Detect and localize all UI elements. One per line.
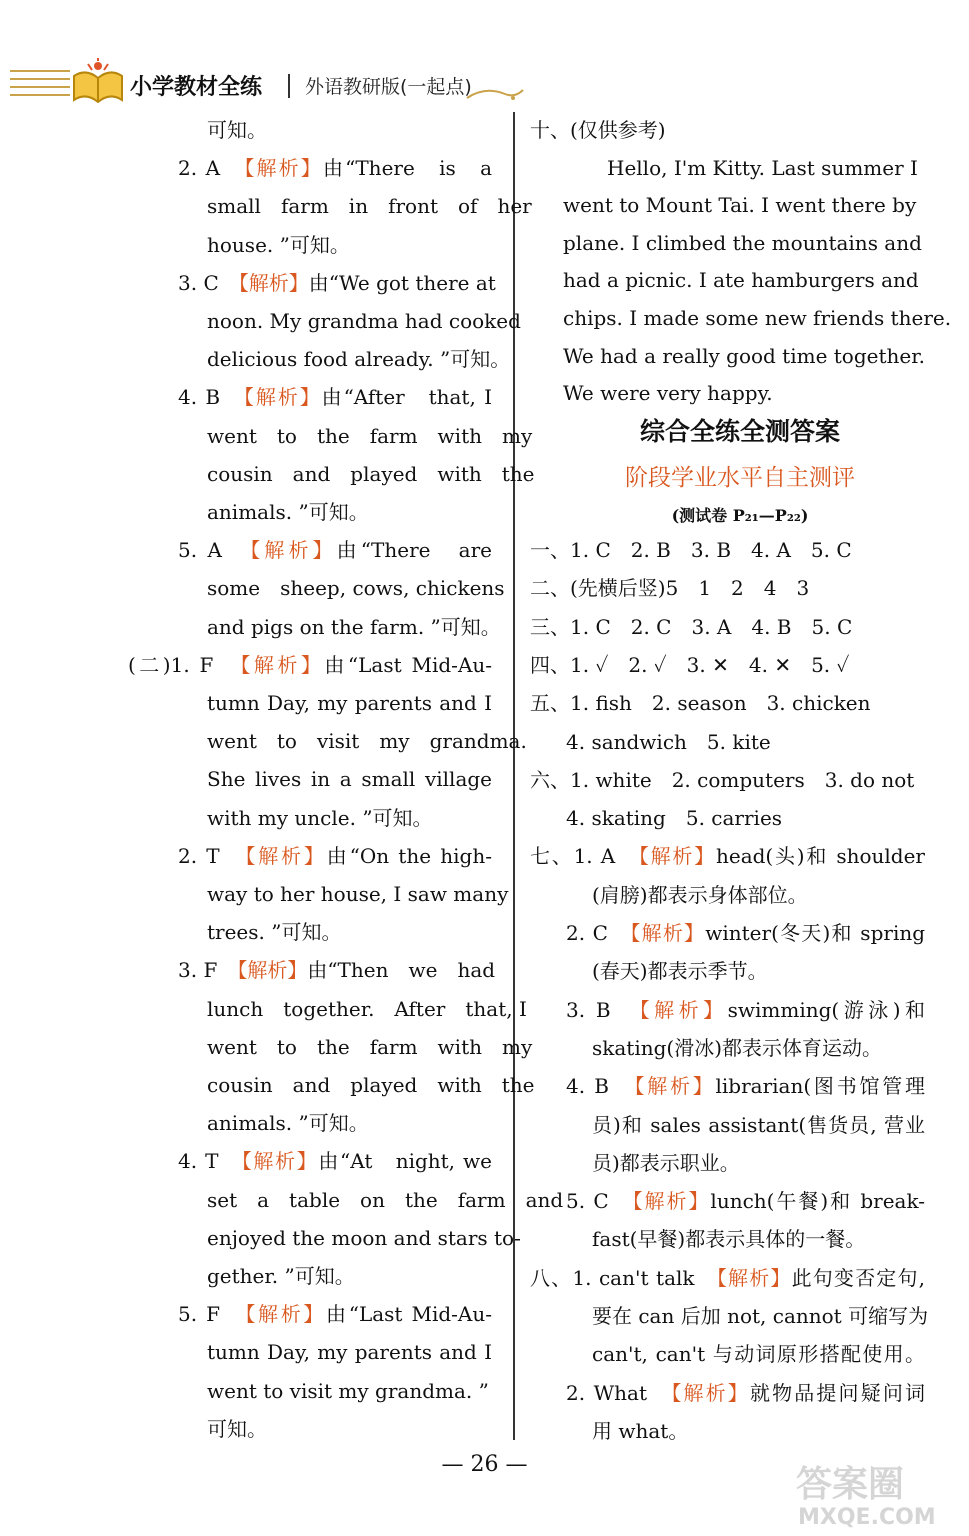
swoosh-decoration [465, 84, 525, 104]
text-line-content [566, 1182, 925, 1220]
text-segment: animals. ”可知。 [207, 500, 369, 524]
text-line-content [207, 806, 433, 830]
text-segment: way to her house, I saw many [207, 882, 509, 906]
analysis-tag: 【解析】 [244, 156, 323, 181]
text-line-content [207, 684, 492, 722]
text-segment: 4. skating 5. carries [566, 806, 783, 831]
text-line [207, 1333, 492, 1371]
text-segment: 八、1. can't talk [530, 1265, 717, 1290]
text-line-content [566, 991, 925, 1029]
text-line [592, 1412, 688, 1450]
text-segment: 就物品提问疑问词 [749, 1380, 926, 1405]
text-line [563, 299, 952, 337]
text-line-content [563, 381, 773, 405]
text-segment: 十、(仅供参考) [530, 118, 666, 142]
svg-text:MXQE.COM: MXQE.COM [798, 1505, 936, 1530]
text-segment: 一、1. C 2. B 3. B 4. A 5. C [530, 538, 852, 562]
text-line-content [207, 1333, 492, 1371]
text-line-content [207, 233, 350, 257]
text-segment: went to the farm with my [207, 423, 533, 448]
text-segment: 3. C [178, 270, 239, 295]
text-line-content [207, 302, 521, 340]
text-segment: 由“We got there at [308, 270, 496, 295]
text-line [207, 493, 369, 531]
text-segment: animals. ”可知。 [207, 1111, 369, 1136]
header-rule [10, 78, 70, 80]
text-line-content [592, 1227, 865, 1251]
header-rule [10, 86, 70, 88]
text-line [592, 1297, 929, 1335]
text-line [207, 302, 521, 340]
text-line-content [563, 224, 922, 262]
text-line [530, 761, 914, 799]
analysis-tag: 【解析】 [634, 1074, 716, 1099]
series-title: 小学教材全练 [130, 75, 263, 100]
text-line [207, 340, 510, 378]
text-line [563, 261, 919, 299]
edition-label: 外语教研版(一起点) [305, 76, 472, 98]
text-line [178, 378, 492, 416]
header-separator [288, 74, 290, 98]
text-line-content [178, 531, 492, 569]
text-line [592, 1106, 925, 1144]
svg-text:答案圈: 答案圈 [796, 1464, 905, 1505]
text-line [178, 149, 492, 187]
text-line-content [178, 149, 492, 187]
text-segment: lunch(午餐)和 break- [710, 1189, 925, 1214]
text-line [566, 1182, 925, 1220]
text-line [207, 187, 532, 225]
header-rule [10, 70, 70, 72]
text-segment: 五、1. fish 2. season 3. chicken [530, 691, 871, 716]
analysis-tag: 【解析】 [639, 997, 728, 1022]
text-line-content [207, 187, 532, 225]
text-line-content [530, 653, 849, 677]
text-line-content [207, 1379, 489, 1403]
text-line-content [530, 691, 871, 715]
text-line-content [592, 1419, 688, 1443]
text-segment: plane. I climbed the mountains and [563, 230, 922, 255]
text-segment: tumn Day, my parents and I [207, 691, 492, 715]
text-segment: 由“At night, we [318, 1149, 493, 1174]
text-segment: 3. F [178, 958, 238, 983]
text-line [207, 760, 492, 798]
text-line-content [207, 347, 510, 371]
text-line [207, 799, 433, 837]
text-line-content [607, 149, 918, 187]
text-segment: 由“There are [336, 538, 493, 563]
text-line [207, 1181, 564, 1219]
text-line [566, 1067, 925, 1105]
text-line-content [207, 920, 341, 944]
text-line [178, 837, 492, 875]
text-line-content [207, 615, 501, 639]
text-segment: 七、1. A [530, 844, 639, 869]
text-line [530, 1259, 925, 1297]
text-segment: 由“Last Mid-Au- [324, 652, 493, 677]
text-segment: went to the farm with my [207, 1034, 533, 1059]
text-line [207, 875, 509, 913]
text-line-content [207, 722, 527, 760]
text-line [592, 1029, 882, 1067]
text-line-content [207, 118, 267, 142]
text-segment: 5. C [566, 1189, 633, 1214]
text-segment: 六、1. white 2. computers 3. do not [530, 767, 915, 792]
analysis-tag: 【解析】 [250, 538, 337, 563]
text-line-content [566, 806, 782, 830]
text-line [207, 608, 501, 646]
text-line [207, 1066, 535, 1104]
text-line [530, 531, 852, 569]
text-line-content [592, 883, 808, 907]
text-line [563, 337, 925, 375]
text-segment: 2. C [566, 921, 631, 945]
text-line [607, 149, 918, 187]
text-line [530, 646, 849, 684]
text-line-content [207, 569, 505, 607]
text-line-content [592, 1151, 740, 1175]
text-line [207, 913, 341, 951]
page-header [0, 0, 969, 110]
text-line-content [566, 914, 925, 952]
text-segment: 4. T [178, 1149, 242, 1174]
text-segment: set a table on the farm and [207, 1187, 564, 1212]
text-segment: 由“On the high- [326, 843, 492, 868]
text-line [592, 1144, 740, 1182]
text-segment: gether. ”可知。 [207, 1264, 355, 1288]
text-segment: delicious food already. ”可知。 [207, 347, 511, 372]
text-line [563, 186, 915, 224]
text-line-content [566, 730, 771, 754]
text-segment: can't, can't 与动词原形搭配使用。 [592, 1342, 925, 1367]
text-segment: 员)都表示职业。 [592, 1150, 740, 1175]
analysis-tag: 【解析】 [716, 1265, 792, 1290]
text-segment: 此句变否定句, [791, 1265, 925, 1290]
text-line-content [530, 837, 925, 875]
text-segment: winter(冬天)和 spring [705, 921, 926, 945]
text-line-content [207, 1028, 533, 1066]
text-line-content [563, 261, 919, 299]
text-segment: 可知。 [207, 118, 267, 142]
text-line [592, 1220, 865, 1258]
text-line-content [207, 875, 509, 913]
subsection-title: 阶段学业水平自主测评 [625, 465, 855, 491]
text-segment: 由“There is a [322, 156, 492, 181]
section-title: 综合全练全测答案 [639, 417, 840, 446]
text-segment: cousin and played with the [207, 461, 535, 486]
text-line-content [178, 1295, 492, 1333]
watermark [790, 1458, 960, 1530]
text-line [566, 991, 925, 1029]
text-segment: (肩膀)都表示身体部位。 [592, 882, 808, 907]
text-line-content [563, 299, 952, 337]
text-segment: head(头)和 shoulder [715, 844, 925, 869]
analysis-tag: 【解析】 [240, 652, 325, 677]
text-line [530, 837, 925, 875]
text-segment: tumn Day, my parents and I [207, 1340, 492, 1365]
text-line [566, 1374, 925, 1412]
text-segment: 二、(先横后竖)5 1 2 4 3 [530, 576, 810, 601]
text-line [207, 1028, 533, 1066]
text-line [592, 1335, 925, 1373]
analysis-tag: 【解析】 [238, 270, 309, 295]
text-line [207, 226, 350, 264]
text-segment: 由“Last Mid-Au- [326, 1302, 492, 1327]
text-segment: 员)和 sales assistant(售货员, 营业 [592, 1112, 925, 1137]
text-line [592, 876, 808, 914]
text-segment: She lives in a small village [207, 767, 492, 792]
text-line-content [530, 538, 852, 562]
text-line-content [530, 118, 666, 142]
text-segment: We had a really good time together. [563, 343, 925, 368]
text-line [530, 608, 852, 646]
text-segment: 2. T [178, 843, 246, 868]
text-line [207, 684, 492, 722]
text-line [128, 646, 492, 684]
text-line-content [178, 1142, 492, 1180]
text-segment: swimming(游泳)和 [727, 997, 925, 1022]
text-line [207, 569, 505, 607]
text-line [207, 722, 527, 760]
text-segment: cousin and played with the [207, 1073, 535, 1097]
text-segment: went to visit my grandma. ” [207, 1378, 489, 1403]
text-line [207, 1410, 267, 1448]
text-segment: skating(滑冰)都表示体育运动。 [592, 1035, 883, 1060]
text-line [207, 111, 267, 149]
text-segment: with my uncle. ”可知。 [207, 805, 433, 830]
watermark-logo-icon [790, 1458, 960, 1530]
analysis-tag: 【解析】 [632, 1189, 711, 1214]
text-line-content [530, 576, 809, 600]
text-line [207, 455, 535, 493]
text-segment: (春天)都表示季节。 [592, 959, 768, 984]
text-line-content [207, 1181, 564, 1219]
text-line-content [592, 1297, 929, 1335]
text-line [566, 914, 925, 952]
text-segment: went to visit my grandma. [207, 729, 527, 754]
text-segment: went to Mount Tai. I went there by [563, 193, 917, 218]
text-line [207, 417, 533, 455]
text-segment: 三、1. C 2. C 3. A 4. B 5. C [530, 614, 853, 639]
analysis-tag: 【解析】 [245, 843, 327, 868]
text-segment: and pigs on the farm. ”可知。 [207, 614, 501, 639]
text-line-content [207, 417, 533, 455]
text-segment: 5. F [178, 1302, 246, 1327]
analysis-tag: 【解析】 [671, 1380, 750, 1405]
text-segment: 4. B [178, 385, 244, 410]
text-line-content [207, 1219, 521, 1257]
text-segment: 用 what。 [592, 1418, 689, 1443]
open-book-icon [70, 58, 126, 104]
text-line-content [207, 1066, 535, 1104]
text-line [178, 1295, 492, 1333]
text-line-content [178, 378, 492, 416]
text-line-content [592, 1106, 925, 1144]
text-segment: had a picnic. I ate hamburgers and [563, 268, 919, 293]
text-line [207, 990, 527, 1028]
text-segment: 可知。 [207, 1416, 267, 1441]
text-line [207, 1372, 489, 1410]
text-line-content [207, 455, 535, 493]
text-segment: 四、1. ✓ 2. ✓ 3. ✕ 4. ✕ 5. ✓ [530, 652, 850, 677]
text-line-content [207, 1111, 369, 1135]
text-line-content [530, 768, 914, 792]
text-segment: some sheep, cows, chickens [207, 576, 505, 601]
text-line [178, 1142, 492, 1180]
text-segment: We were very happy. [563, 381, 773, 406]
text-line [207, 1219, 521, 1257]
text-segment: lunch together. After that, I [207, 996, 527, 1021]
text-line [530, 569, 809, 607]
analysis-tag: 【解析】 [245, 1302, 327, 1327]
text-line [178, 264, 496, 302]
text-segment: 2. What [566, 1380, 672, 1405]
text-segment: 5. A [178, 538, 251, 563]
text-line-content [207, 1417, 267, 1441]
text-line [178, 951, 496, 989]
text-line-content [128, 646, 492, 684]
text-segment: 2. A [178, 156, 245, 181]
text-line-content [530, 615, 852, 639]
text-segment: librarian(图书馆管理 [715, 1074, 925, 1099]
text-line [566, 723, 771, 761]
text-line-content [563, 186, 915, 224]
text-line-content [207, 760, 492, 798]
text-segment: house. ”可知。 [207, 232, 350, 257]
text-line-content [207, 500, 369, 524]
text-segment: 由“Then we had [307, 958, 496, 983]
text-line-content [566, 1374, 925, 1412]
text-line-content [178, 837, 492, 875]
header-rule [10, 94, 70, 96]
text-line [566, 799, 782, 837]
text-line-content [207, 1264, 355, 1288]
text-segment: Hello, I'm Kitty. Last summer I [607, 155, 918, 180]
text-line-content [566, 1067, 925, 1105]
text-segment: noon. My grandma had cooked [207, 309, 521, 333]
text-segment: small farm in front of her [207, 194, 532, 219]
text-segment: fast(早餐)都表示具体的一餐。 [592, 1227, 866, 1252]
analysis-tag: 【解析】 [638, 844, 716, 869]
analysis-tag: 【解析】 [237, 958, 308, 983]
text-segment: 由“After that, I [321, 385, 492, 410]
text-segment: trees. ”可知。 [207, 920, 342, 945]
text-line [178, 531, 492, 569]
text-line [592, 952, 768, 990]
analysis-tag: 【解析】 [241, 1149, 319, 1174]
text-line-content [592, 959, 768, 983]
text-line-content [592, 1335, 925, 1373]
text-segment: 4. sandwich 5. kite [566, 729, 771, 754]
text-line [207, 1257, 355, 1295]
text-line [530, 111, 666, 149]
text-line [207, 1104, 369, 1142]
text-line-content [178, 951, 496, 989]
text-line-content [563, 344, 925, 368]
text-line-content [207, 990, 527, 1028]
text-line-content [530, 1259, 925, 1297]
text-segment: 4. B [566, 1074, 635, 1099]
text-line [563, 374, 773, 412]
text-segment: chips. I made some new friends there. [563, 306, 952, 330]
analysis-tag: 【解析】 [243, 385, 322, 410]
text-segment: 要在 can 后加 not, cannot 可缩写为 [592, 1304, 929, 1328]
text-line [563, 224, 922, 262]
test-reference: (测试卷 P₂₁—P₂₂) [671, 506, 809, 525]
page-number: — 26 — [441, 1452, 528, 1477]
text-segment: enjoyed the moon and stars to- [207, 1225, 521, 1250]
text-line-content [178, 264, 496, 302]
text-segment: 3. B [566, 997, 640, 1022]
text-line-content [592, 1036, 882, 1060]
text-line [530, 684, 871, 722]
text-segment: (二)1. F [128, 652, 241, 677]
analysis-tag: 【解析】 [630, 921, 706, 945]
